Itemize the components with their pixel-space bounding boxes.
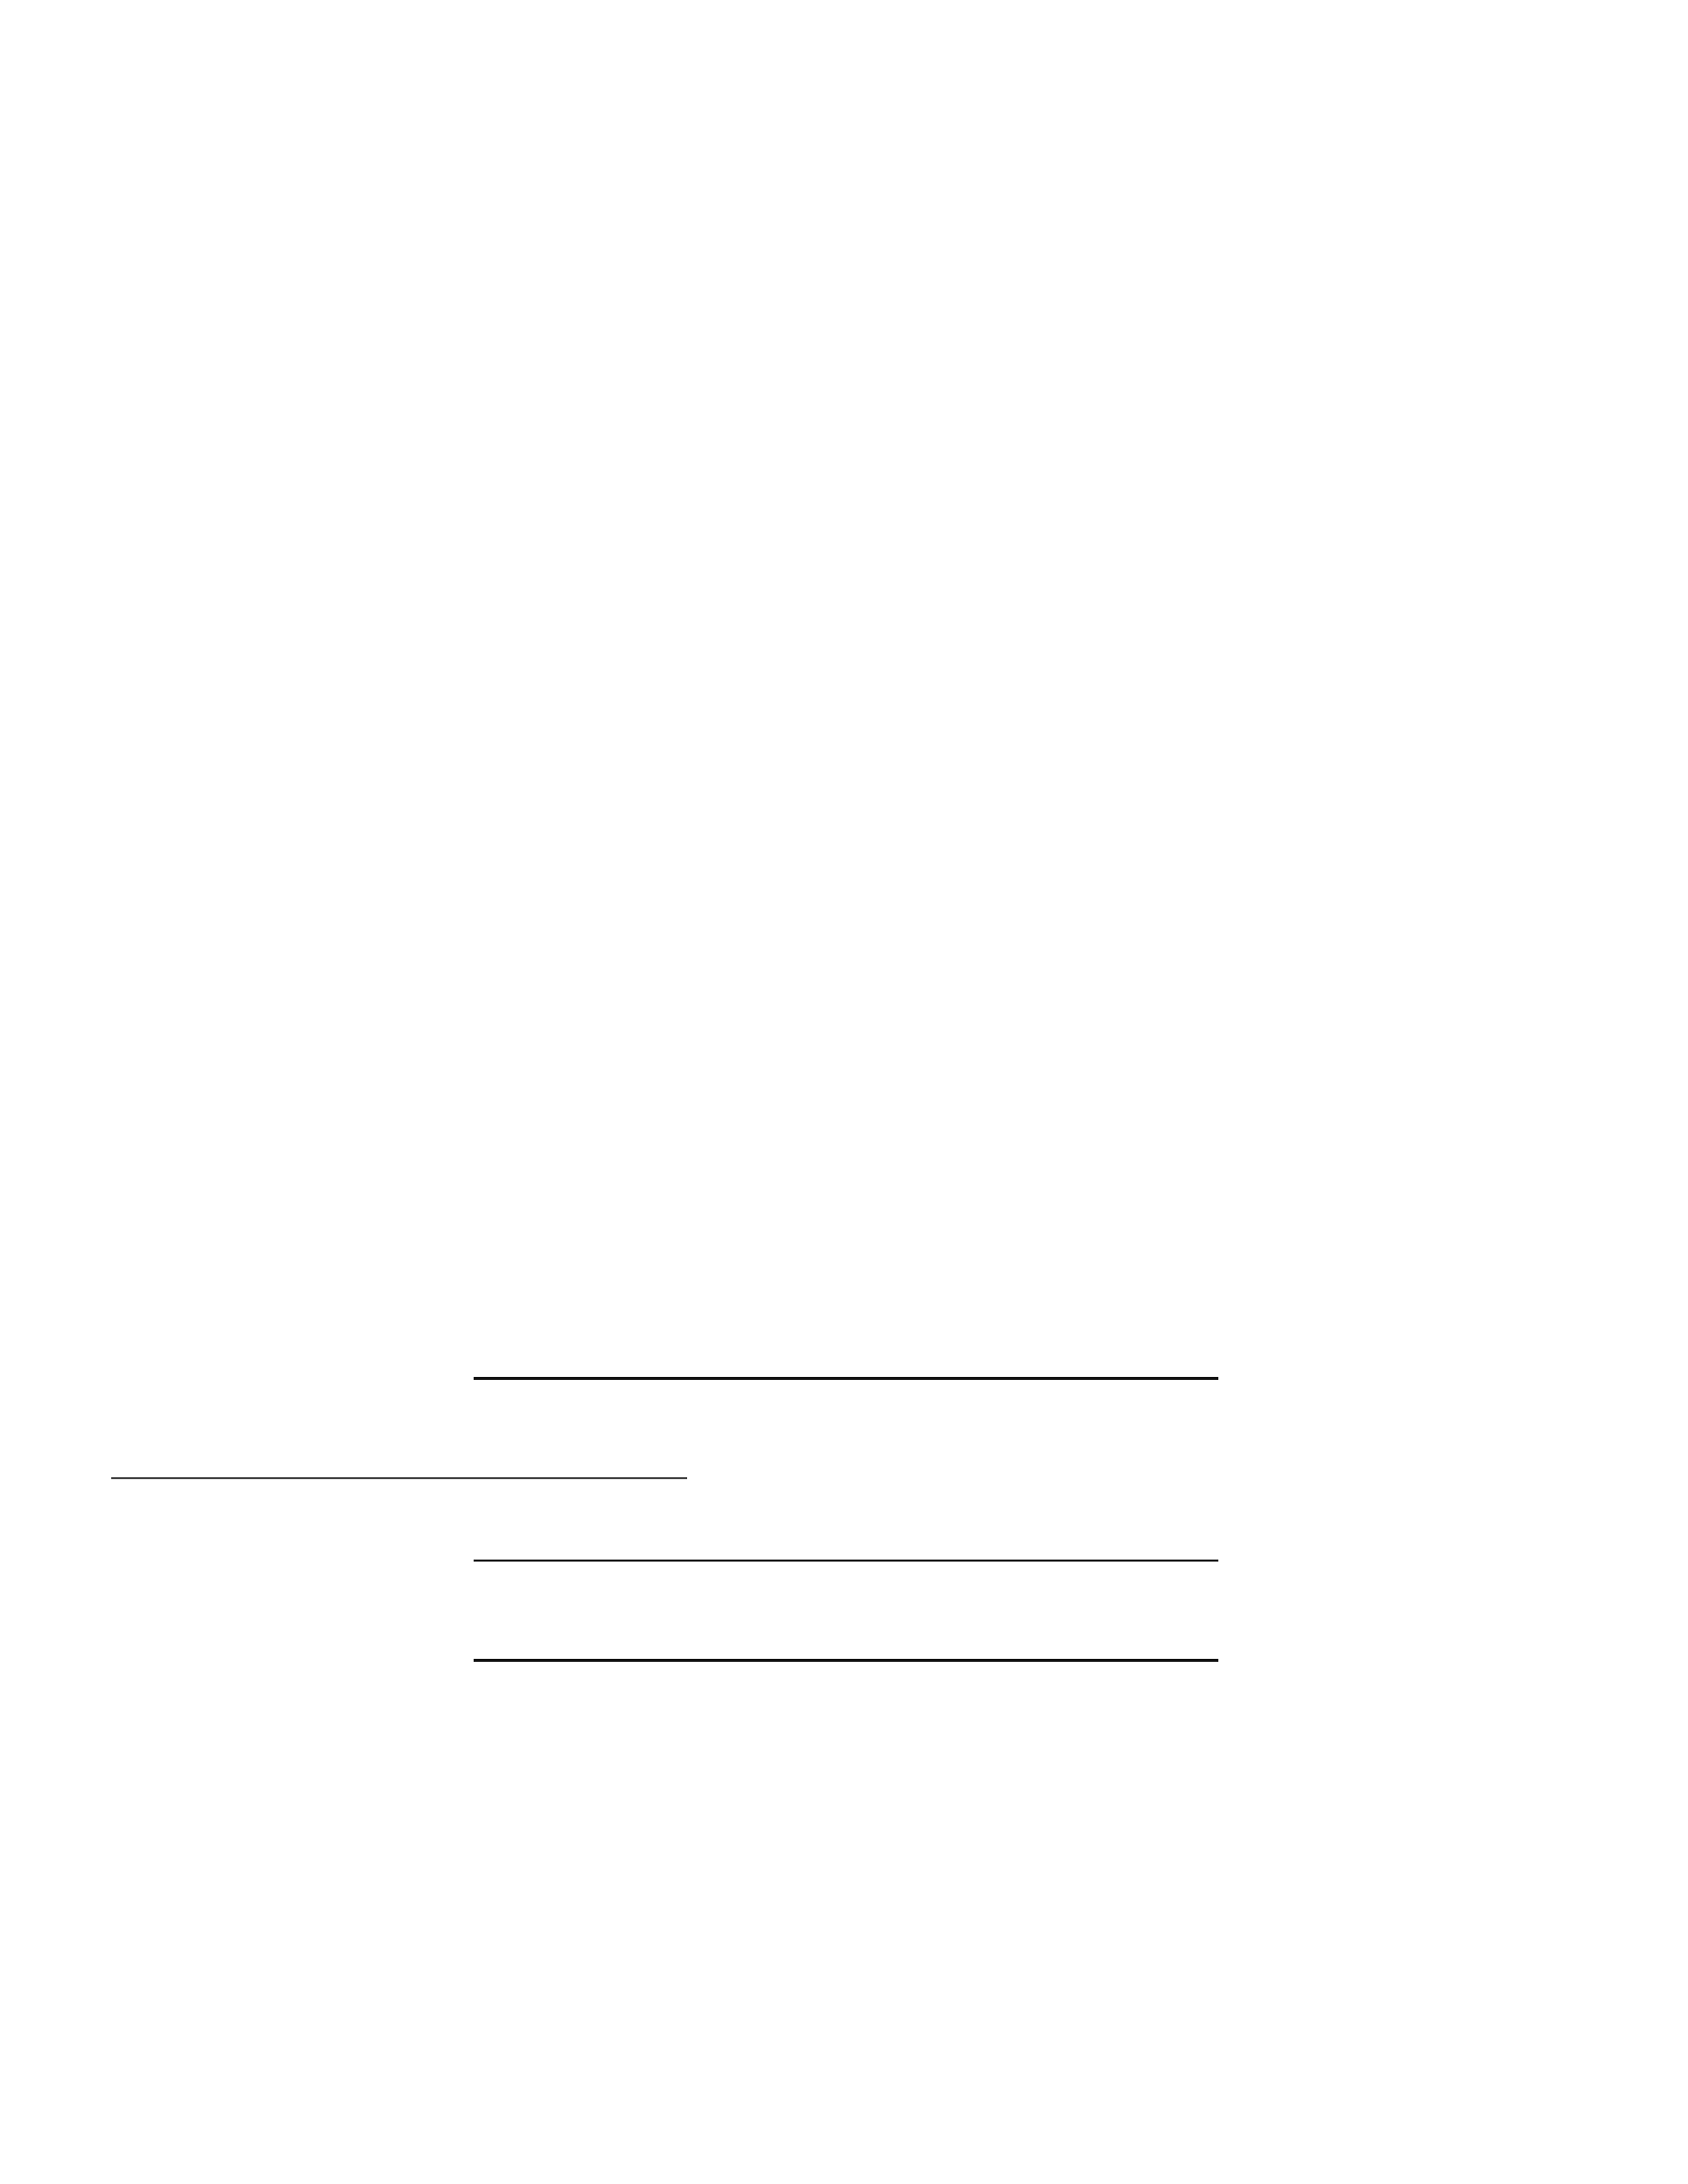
document-page — [99, 97, 1589, 115]
signature-line-3 — [474, 1659, 1218, 1662]
signature-line-2 — [474, 1560, 1218, 1562]
by-signature-blank — [111, 1453, 687, 1479]
signature-line-1 — [474, 1377, 1218, 1380]
by-signature-row — [99, 1453, 1589, 1487]
